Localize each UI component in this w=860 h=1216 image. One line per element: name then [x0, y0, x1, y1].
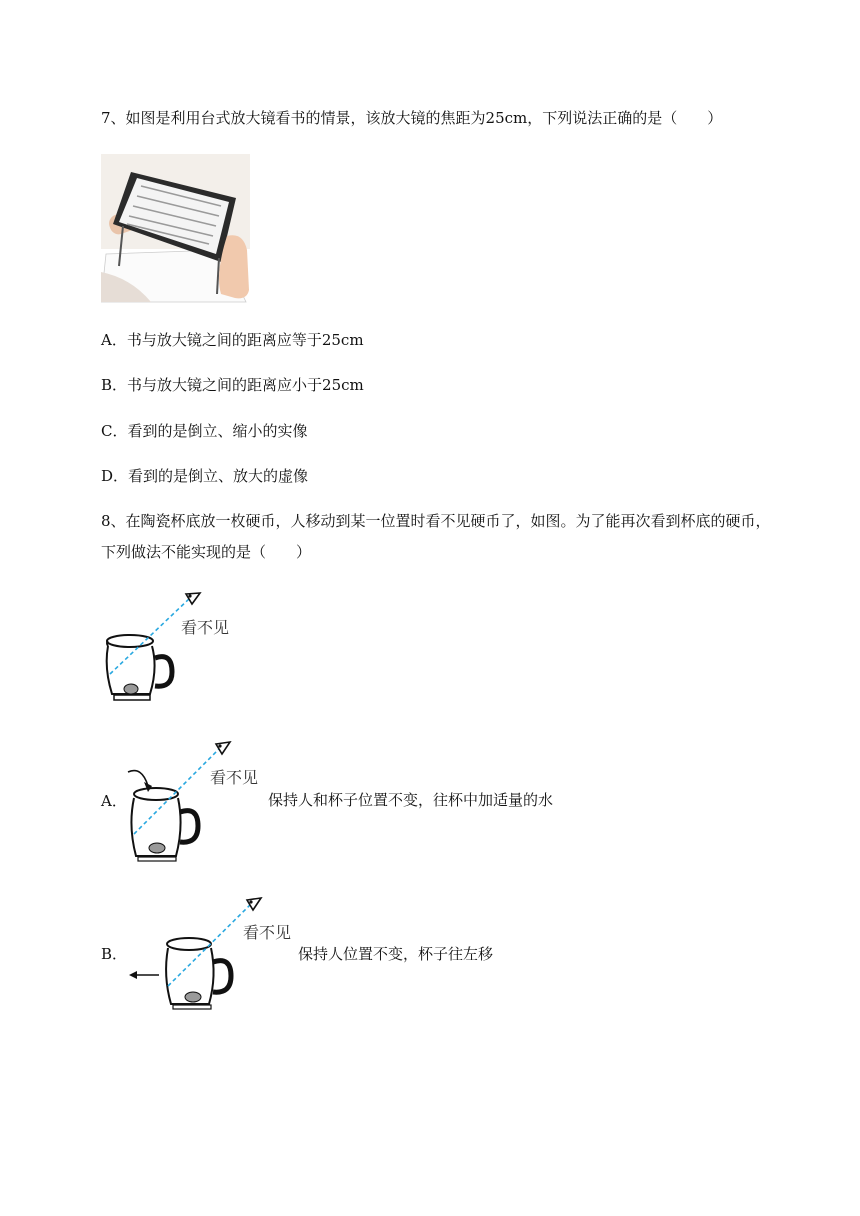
- q7-stem: 7、如图是利用台式放大镜看书的情景，该放大镜的焦距为25cm，下列说法正确的是（ ）: [101, 109, 723, 127]
- q8-option-b-letter: B．: [101, 945, 128, 963]
- magnifier-photo: [101, 154, 250, 303]
- q7-option-c: C．看到的是倒立、缩小的实像: [101, 422, 308, 440]
- q7-option-b: B．书与放大镜之间的距离应小于25cm: [101, 376, 364, 394]
- q8-stem-line2: 下列做法不能实现的是（ ）: [101, 543, 312, 561]
- q8-option-b-cup-figure: [125, 890, 275, 1015]
- q8-option-b-caption: 看不见: [243, 923, 292, 942]
- q8-option-b-text: 保持人位置不变，杯子往左移: [298, 945, 494, 963]
- q7-option-a: A．书与放大镜之间的距离应等于25cm: [101, 331, 364, 349]
- q8-option-a-letter: A．: [101, 792, 127, 810]
- q8-figure-caption: 看不见: [181, 618, 230, 637]
- q7-option-d: D．看到的是倒立、放大的虚像: [101, 467, 309, 485]
- q8-option-a-cup-figure: [120, 736, 250, 866]
- q8-stem-line1: 8、在陶瓷杯底放一枚硬币，人移动到某一位置时看不见硬币了，如图。为了能再次看到杯底的硬币，: [101, 512, 771, 530]
- q8-cup-figure: [100, 588, 250, 708]
- q8-option-a-text: 保持人和杯子位置不变，往杯中加适量的水: [268, 791, 554, 809]
- q8-option-a-caption: 看不见: [210, 768, 259, 787]
